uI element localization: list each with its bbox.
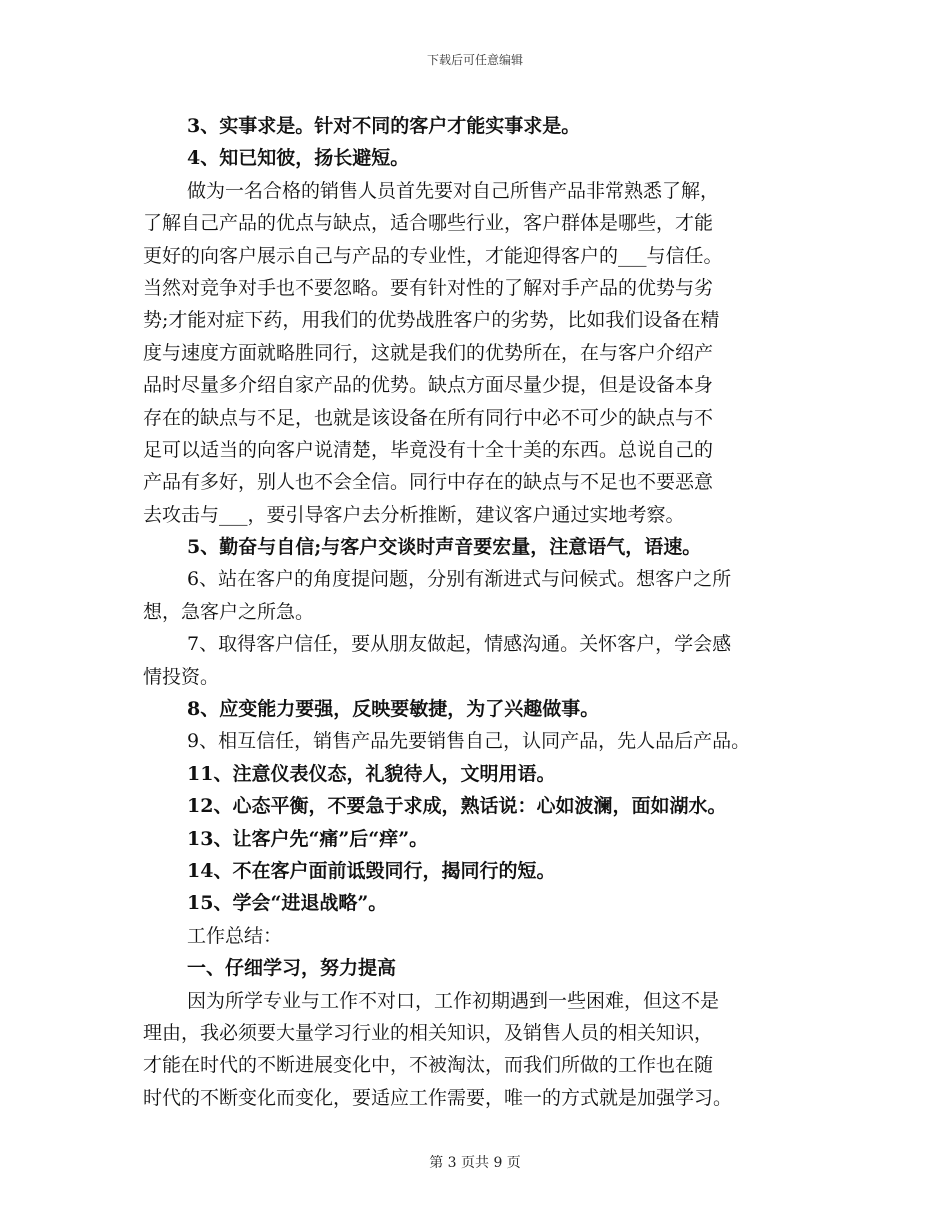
text-line: 了解自己产品的优点与缺点，适合哪些行业，客户群体是哪些，才能 [143, 212, 714, 235]
text-line: 5、勤奋与自信;与客户交谈时声音要宏量，注意语气，语速。 [187, 536, 702, 559]
text-line: 工作总结： [187, 924, 283, 947]
text-line: 产品有多好，别人也不会全信。同行中存在的缺点与不足也不要恶意 [143, 471, 714, 494]
text-line: 9、相互信任，销售产品先要销售自己，认同产品，先人品后产品。 [187, 730, 751, 753]
text-line: 7、取得客户信任，要从朋友做起，情感沟通。关怀客户，学会感 [187, 633, 732, 656]
page-footer: 第 3 页共 9 页 [429, 1155, 521, 1171]
text-line: 当然对竞争对手也不要忽略。要有针对性的了解对手产品的优势与劣 [143, 276, 714, 299]
text-line: 去攻击与___，要引导客户去分析推断，建议客户通过实地考察。 [143, 503, 685, 526]
text-line: 15、学会“进退战略”。 [187, 892, 388, 915]
page-header: 下载后可任意编辑 [426, 53, 523, 67]
text-line: 11、注意仪表仪态，礼貌待人，文明用语。 [187, 762, 556, 785]
text-line: 更好的向客户展示自己与产品的专业性，才能迎得客户的___与信任。 [143, 244, 723, 267]
text-line: 3、实事求是。针对不同的客户才能实事求是。 [187, 115, 581, 137]
text-line: 时代的不断变化而变化，要适应工作需要，唯一的方式就是加强学习。 [143, 1086, 733, 1109]
text-line: 一、仔细学习，努力提高 [187, 957, 397, 980]
text-line: 理由，我必须要大量学习行业的相关知识，及销售人员的相关知识， [143, 1021, 714, 1044]
text-line: 足可以适当的向客户说清楚，毕竟没有十全十美的东西。总说自己的 [143, 438, 714, 461]
text-line: 才能在时代的不断进展变化中，不被淘汰，而我们所做的工作也在随 [143, 1054, 714, 1077]
text-line: 做为一名合格的销售人员首先要对自己所售产品非常熟悉了解， [187, 179, 720, 202]
text-line: 情投资。 [143, 665, 220, 688]
text-line: 度与速度方面就略胜同行，这就是我们的优势所在，在与客户介绍产 [143, 341, 714, 364]
text-line: 品时尽量多介绍自家产品的优势。缺点方面尽量少提，但是设备本身 [143, 374, 714, 397]
text-line: 势;才能对症下药，用我们的优势战胜客户的劣势，比如我们设备在精 [143, 309, 720, 332]
text-line: 12、心态平衡，不要急于求成，熟话说：心如波澜，面如湖水。 [187, 795, 727, 818]
text-line: 13、让客户先“痛”后“痒”。 [187, 827, 429, 850]
document-body [143, 110, 823, 1114]
text-line: 8、应变能力要强，反映要敏捷，为了兴趣做事。 [187, 698, 600, 721]
text-line: 想，急客户之所急。 [143, 600, 315, 623]
text-line: 因为所学专业与工作不对口，工作初期遇到一些困难，但这不是 [187, 989, 720, 1012]
text-line: 4、知已知彼，扬长避短。 [187, 147, 410, 170]
text-line: 6、站在客户的角度提问题，分别有渐进式与问候式。想客户之所 [187, 568, 732, 591]
text-line: 存在的缺点与不足，也就是该设备在所有同行中必不可少的缺点与不 [143, 406, 714, 429]
text-line: 14、不在客户面前诋毁同行，揭同行的短。 [187, 859, 556, 882]
